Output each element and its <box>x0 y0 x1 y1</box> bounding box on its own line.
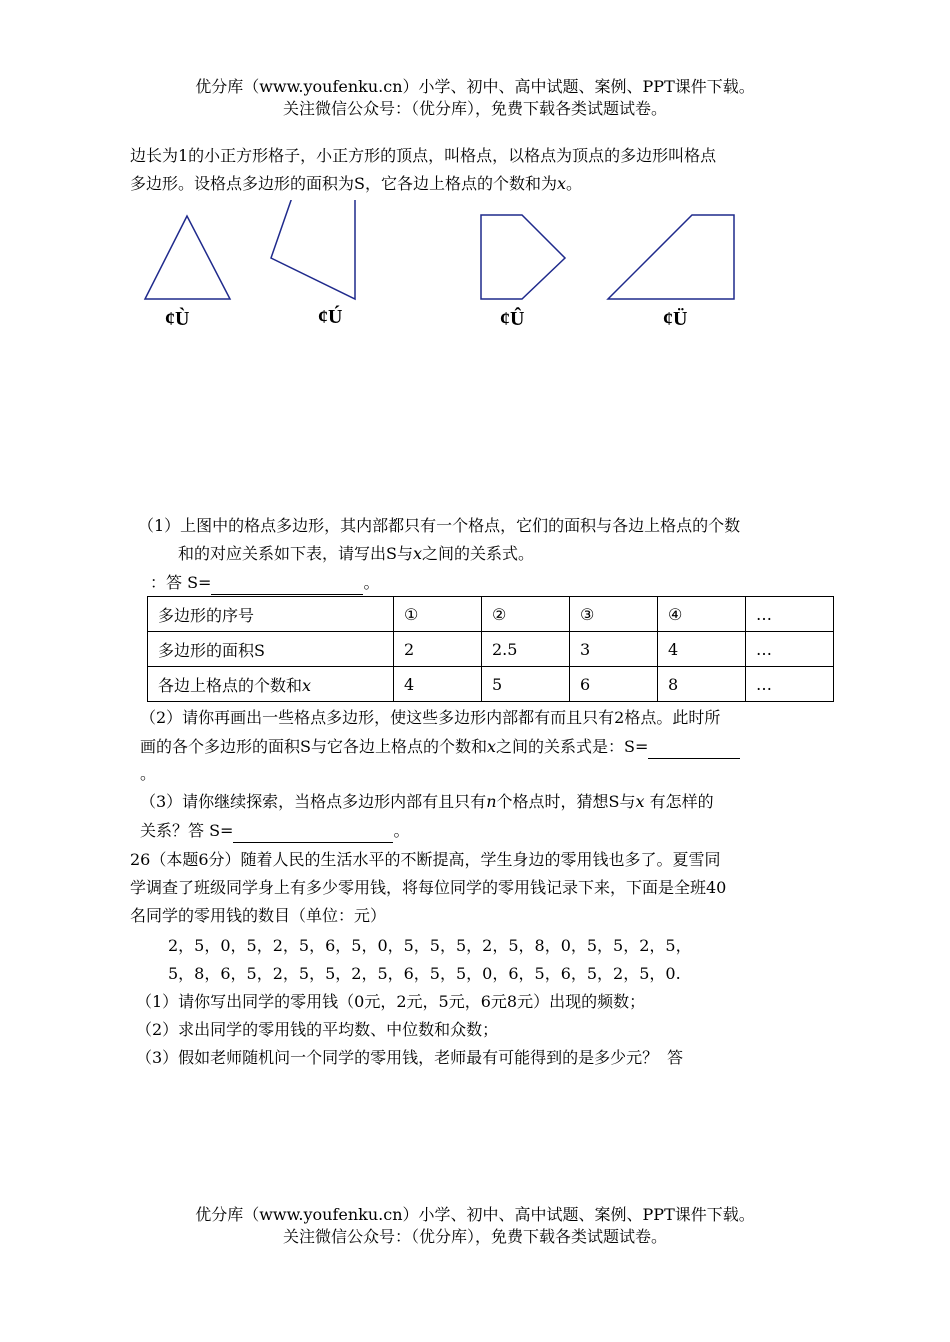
q3-line-2: 关系？答 S= 。 <box>140 818 409 843</box>
polygon-table <box>147 596 834 702</box>
q2-answer-blank[interactable] <box>648 734 740 759</box>
q26-data-2: 5，8，6，5，2，5，5，2，5，6，5，5，0，6，5，6，5，2，5，0. <box>168 964 681 983</box>
table-cell: … <box>746 667 834 702</box>
q26-line-3: 名同学的零用钱的数目（单位：元） <box>130 906 387 925</box>
q1-answer-blank[interactable] <box>211 570 363 595</box>
q1-line-2: 和的对应关系如下表，请写出S与x之间的关系式。 <box>178 544 535 563</box>
polygon-3-pentagon <box>481 215 565 299</box>
table-cell: 5 <box>482 667 570 702</box>
table-row <box>148 597 834 632</box>
table-cell: 8 <box>658 667 746 702</box>
table-cell: … <box>746 632 834 667</box>
polygon-4-trapezoid <box>608 215 734 299</box>
q26-line-1: 26（本题6分）随着人民的生活水平的不断提高，学生身边的零用钱也多了。夏雪同 <box>130 850 721 869</box>
table-cell: ③ <box>570 597 658 632</box>
q26-answer-mark: 答 <box>667 1046 685 1070</box>
table-cell: 6 <box>570 667 658 702</box>
table-cell: ① <box>394 597 482 632</box>
table-cell: 各边上格点的个数和x <box>148 667 394 702</box>
figure-label-3: ¢Û <box>500 308 525 330</box>
page-footer <box>0 1204 950 1248</box>
intro-line-1: 边长为1的小正方形格子，小正方形的顶点，叫格点，以格点为顶点的多边形叫格点 <box>130 146 717 165</box>
q26-sub-2: （2）求出同学的零用钱的平均数、中位数和众数； <box>136 1020 499 1039</box>
polygon-1-triangle <box>145 216 230 299</box>
page-header <box>0 76 950 120</box>
table-row <box>148 667 834 702</box>
q1-line-1: （1）上图中的格点多边形，其内部都只有一个格点，它们的面积与各边上格点的个数 <box>138 516 741 535</box>
q26-data-1: 2，5，0，5，2，5，6，5，0，5，5，5，2，5，8，0，5，5，2，5， <box>168 936 692 955</box>
header-line-2: 关注微信公众号：（优分库），免费下载各类试题试卷。 <box>282 99 667 118</box>
intro-line-2: 多边形。设格点多边形的面积为S，它各边上格点的个数和为x。 <box>130 174 583 193</box>
table-cell: 2 <box>394 632 482 667</box>
q3-line-1: （3）请你继续探索，当格点多边形内部有且只有n个格点时，猜想S与x 有怎样的 <box>140 792 714 811</box>
q3-answer-blank[interactable] <box>233 818 393 843</box>
table-cell: 2.5 <box>482 632 570 667</box>
table-cell: 3 <box>570 632 658 667</box>
figure-label-4: ¢Ü <box>663 308 688 330</box>
table-row <box>148 632 834 667</box>
figure-label-2: ¢Ú <box>318 306 343 328</box>
table-cell: 多边形的序号 <box>148 597 394 632</box>
table-cell: ④ <box>658 597 746 632</box>
footer-line-2: 关注微信公众号：（优分库），免费下载各类试题试卷。 <box>282 1227 667 1246</box>
footer-line-1: 优分库（www.youfenku.cn）小学、初中、高中试题、案例、PPT课件下载。 <box>195 1205 755 1224</box>
polygon-2-triangle <box>271 200 355 299</box>
table-cell: 4 <box>394 667 482 702</box>
figure-label-1: ¢Ù <box>165 308 190 330</box>
table-cell: ② <box>482 597 570 632</box>
q26-sub-3: （3）假如老师随机问一个同学的零用钱，老师最有可能得到的是多少元？ <box>136 1048 659 1067</box>
q26-line-2: 学调查了班级同学身上有多少零用钱，将每位同学的零用钱记录下来，下面是全班40 <box>130 878 727 897</box>
q2-line-1: （2）请你再画出一些格点多边形，使这些多边形内部都有而且只有2格点。此时所 <box>140 708 721 727</box>
table-cell: 多边形的面积S <box>148 632 394 667</box>
q26-sub-1: （1）请你写出同学的零用钱（0元，2元，5元，6元8元）出现的频数； <box>136 992 646 1011</box>
polygon-figures <box>0 200 950 310</box>
header-line-1: 优分库（www.youfenku.cn）小学、初中、高中试题、案例、PPT课件下载。 <box>195 77 755 96</box>
q2-line-3: 。 <box>140 764 157 783</box>
table-cell: … <box>746 597 834 632</box>
table-cell: 4 <box>658 632 746 667</box>
q1-answer: ：答 S= 。 <box>150 570 379 595</box>
q2-line-2: 画的各个多边形的面积S与它各边上格点的个数和x之间的关系式是：S= <box>140 734 740 759</box>
